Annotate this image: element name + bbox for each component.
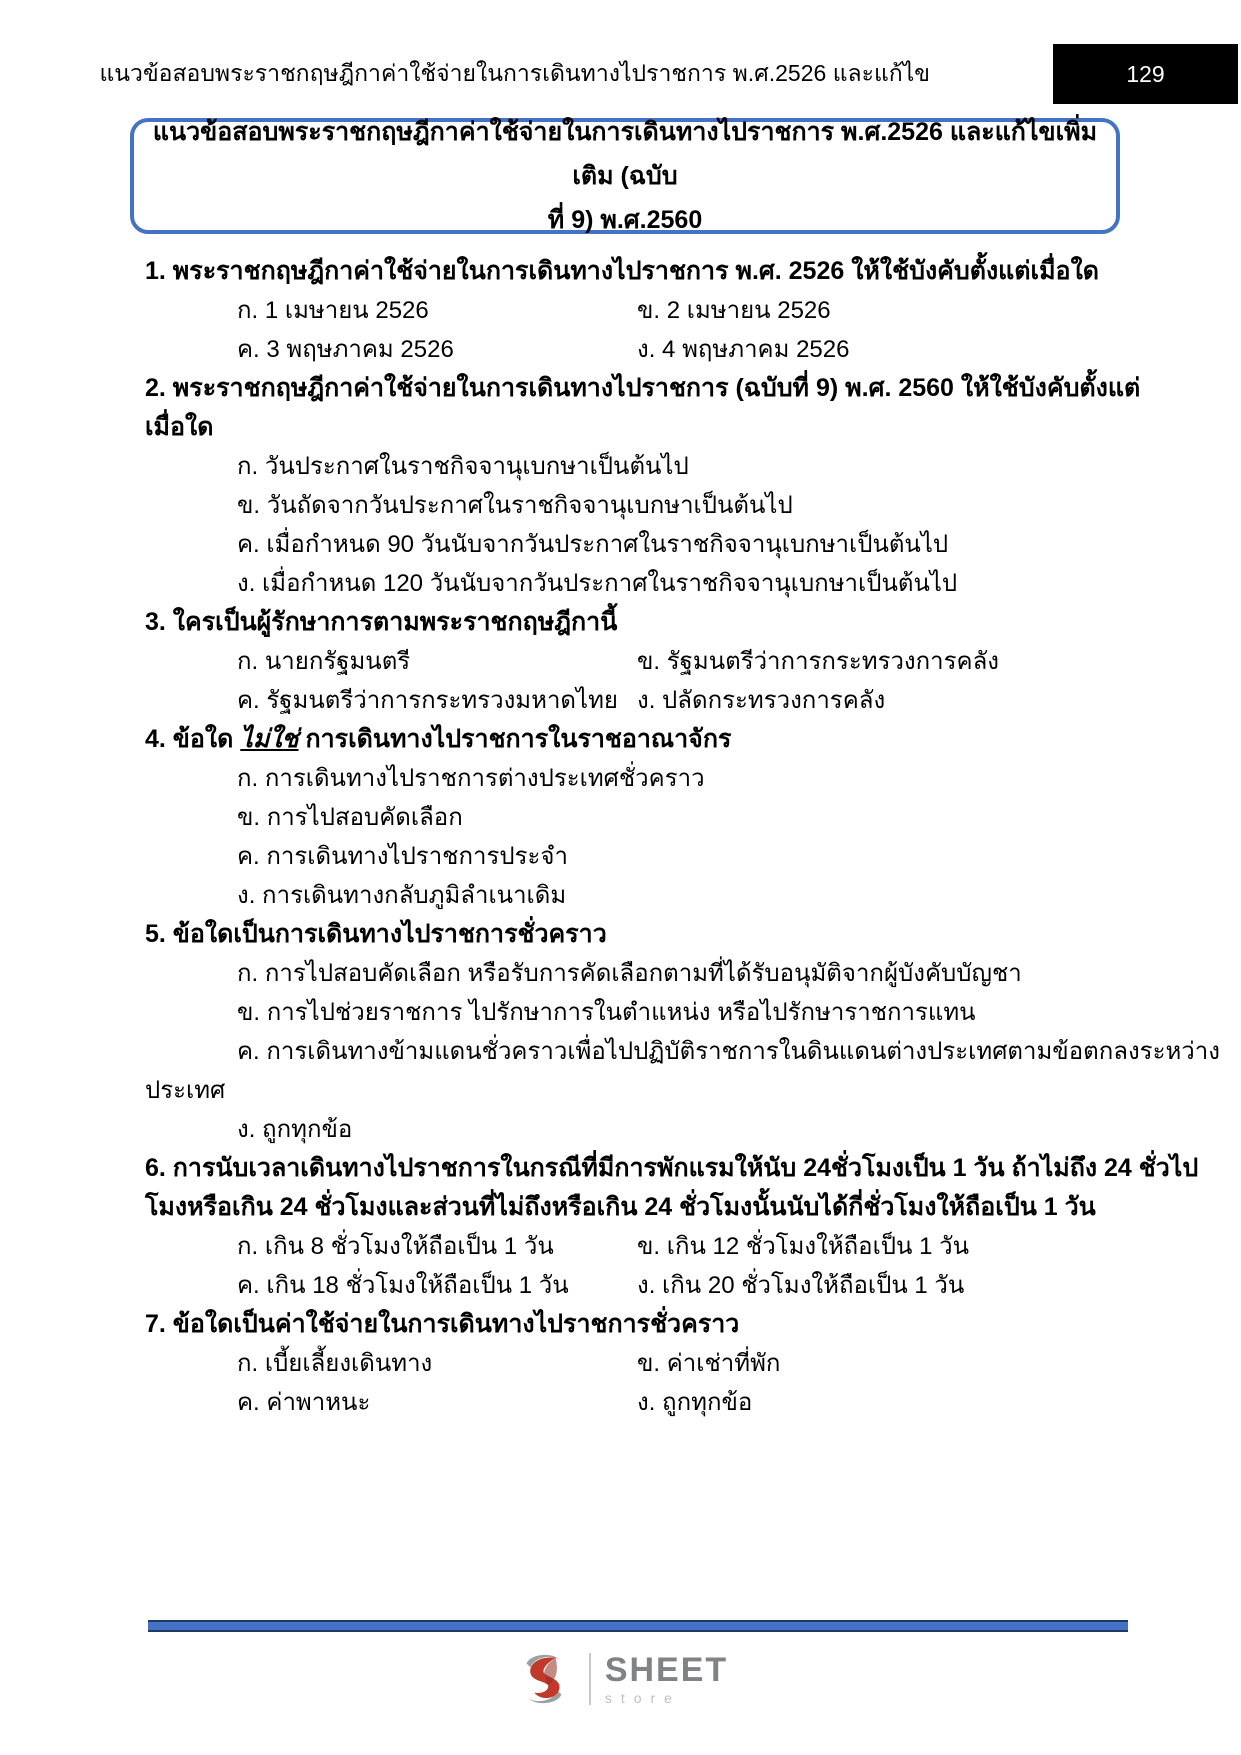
footer-logo bbox=[0, 1648, 1241, 1710]
title-line-2: ที่ 9) พ.ศ.2560 bbox=[547, 206, 703, 234]
footer-divider bbox=[148, 1620, 1128, 1632]
question-text: เมื่อใด bbox=[145, 413, 214, 441]
answer-option-row bbox=[145, 291, 1111, 330]
brand-name: SHEET bbox=[604, 1651, 729, 1689]
header-title: แนวข้อสอบพระราชกฤษฎีกาค่าใช้จ่ายในการเดินทางไปราชการ พ.ศ.2526 และแก้ไข bbox=[99, 60, 930, 86]
answer-option: ค. ค่าพาหนะ bbox=[237, 1389, 371, 1416]
answer-option-row: ง. เมื่อกำหนด 120 วันนับจากวันประกาศในราชกิจจานุเบกษาเป็นต้นไป bbox=[237, 570, 958, 597]
page-number: 129 bbox=[1126, 60, 1165, 87]
question-text: 2. พระราชกฤษฎีกาค่าใช้จ่ายในการเดินทางไปราชการ (ฉบับที่ 9) พ.ศ. 2560 ให้ใช้บังคับตั้งแต่ bbox=[145, 374, 1141, 402]
question-text: โมงหรือเกิน 24 ชั่วโมงและส่วนที่ไม่ถึงหรือเกิน 24 ชั่วโมงนั้นนับได้กี่ชั่วโมงให้ถือเป็น 1 วัน bbox=[145, 1193, 1096, 1221]
answer-option-row: ก. การเดินทางไปราชการต่างประเทศชั่วคราว bbox=[237, 765, 705, 792]
answer-option-row bbox=[145, 1227, 1111, 1266]
answer-option-row: ค. เมื่อกำหนด 90 วันนับจากวันประกาศในราชกิจจานุเบกษาเป็นต้นไป bbox=[237, 531, 949, 558]
answer-option: ง. เกิน 20 ชั่วโมงให้ถือเป็น 1 วัน bbox=[637, 1272, 965, 1299]
question-text: 3. ใครเป็นผู้รักษาการตามพระราชกฤษฎีกานี้ bbox=[145, 608, 618, 636]
answer-option-row bbox=[145, 642, 1111, 681]
answer-option: ก. เกิน 8 ชั่วโมงให้ถือเป็น 1 วัน bbox=[237, 1233, 554, 1260]
answer-option: ก. นายกรัฐมนตรี bbox=[237, 648, 411, 675]
answer-option: ข. ค่าเช่าที่พัก bbox=[637, 1350, 781, 1377]
answer-option-row: ข. การไปช่วยราชการ ไปรักษาการในตำแหน่ง หรือไปรักษาราชการแทน bbox=[237, 999, 976, 1026]
title-line-1: แนวข้อสอบพระราชกฤษฎีกาค่าใช้จ่ายในการเดินทางไปราชการ พ.ศ.2526 และแก้ไขเพิ่มเติม (ฉบับ bbox=[152, 118, 1098, 190]
answer-option-row: ง. การเดินทางกลับภูมิลำเนาเดิม bbox=[237, 882, 567, 909]
question-text: 6. การนับเวลาเดินทางไปราชการในกรณีที่มีการพักแรมให้นับ 24ชั่วโมงเป็น 1 วัน ถ้าไม่ถึง 24 ชั่วไป bbox=[145, 1154, 1199, 1182]
answer-option: ก. เบี้ยเลี้ยงเดินทาง bbox=[237, 1350, 433, 1377]
answer-option-row: ค. การเดินทางไปราชการประจำ bbox=[237, 843, 568, 870]
answer-option-row: ก. การไปสอบคัดเลือก หรือรับการคัดเลือกตามที่ได้รับอนุมัติจากผู้บังคับบัญชา bbox=[237, 960, 1022, 987]
answer-option: ง. 4 พฤษภาคม 2526 bbox=[637, 336, 850, 363]
answer-option: ง. ปลัดกระทรวงการคลัง bbox=[637, 687, 886, 714]
page-number-box bbox=[1053, 44, 1238, 104]
answer-option: ก. 1 เมษายน 2526 bbox=[237, 297, 429, 324]
answer-option: ค. รัฐมนตรีว่าการกระทรวงมหาดไทย bbox=[237, 687, 618, 714]
answer-option-row bbox=[145, 1266, 1111, 1305]
answer-option-row: ประเทศ bbox=[145, 1077, 226, 1104]
logo-divider bbox=[589, 1653, 591, 1705]
answer-option-row: ง. ถูกทุกข้อ bbox=[237, 1116, 353, 1143]
answer-option: ข. 2 เมษายน 2526 bbox=[637, 297, 831, 324]
answer-option: ข. เกิน 12 ชั่วโมงให้ถือเป็น 1 วัน bbox=[637, 1233, 970, 1260]
answer-option-row bbox=[145, 1383, 1111, 1422]
question-text: 4. ข้อใด ไม่ใช่ การเดินทางไปราชการในราชอาณาจักร bbox=[145, 725, 732, 753]
answer-option: ค. เกิน 18 ชั่วโมงให้ถือเป็น 1 วัน bbox=[237, 1272, 569, 1299]
question-text: 7. ข้อใดเป็นค่าใช้จ่ายในการเดินทางไปราชการชั่วคราว bbox=[145, 1310, 740, 1338]
answer-option-row: ข. วันถัดจากวันประกาศในราชกิจจานุเบกษาเป็นต้นไป bbox=[237, 492, 793, 519]
answer-option: ข. รัฐมนตรีว่าการกระทรวงการคลัง bbox=[637, 648, 1000, 675]
sheet-store-logo-icon bbox=[513, 1648, 575, 1710]
brand-text bbox=[605, 1653, 728, 1705]
questions-content bbox=[145, 252, 1220, 1422]
title-box bbox=[130, 118, 1120, 234]
answer-option-row bbox=[145, 681, 1111, 720]
answer-option-row bbox=[145, 330, 1111, 369]
answer-option-row: ก. วันประกาศในราชกิจจานุเบกษาเป็นต้นไป bbox=[237, 453, 689, 480]
question-text: 1. พระราชกฤษฎีกาค่าใช้จ่ายในการเดินทางไปราชการ พ.ศ. 2526 ให้ใช้บังคับตั้งแต่เมื่อใด bbox=[145, 257, 1100, 285]
answer-option-row: ค. การเดินทางข้ามแดนชั่วคราวเพื่อไปปฏิบัติราชการในดินแดนต่างประเทศตามข้อตกลงระหว่าง bbox=[237, 1038, 1220, 1065]
question-text: 5. ข้อใดเป็นการเดินทางไปราชการชั่วคราว bbox=[145, 920, 607, 948]
answer-option-row bbox=[145, 1344, 1111, 1383]
brand-subtitle: store bbox=[604, 1690, 681, 1706]
answer-option-row: ข. การไปสอบคัดเลือก bbox=[237, 804, 463, 831]
answer-option: ง. ถูกทุกข้อ bbox=[637, 1389, 753, 1416]
answer-option: ค. 3 พฤษภาคม 2526 bbox=[237, 336, 454, 363]
